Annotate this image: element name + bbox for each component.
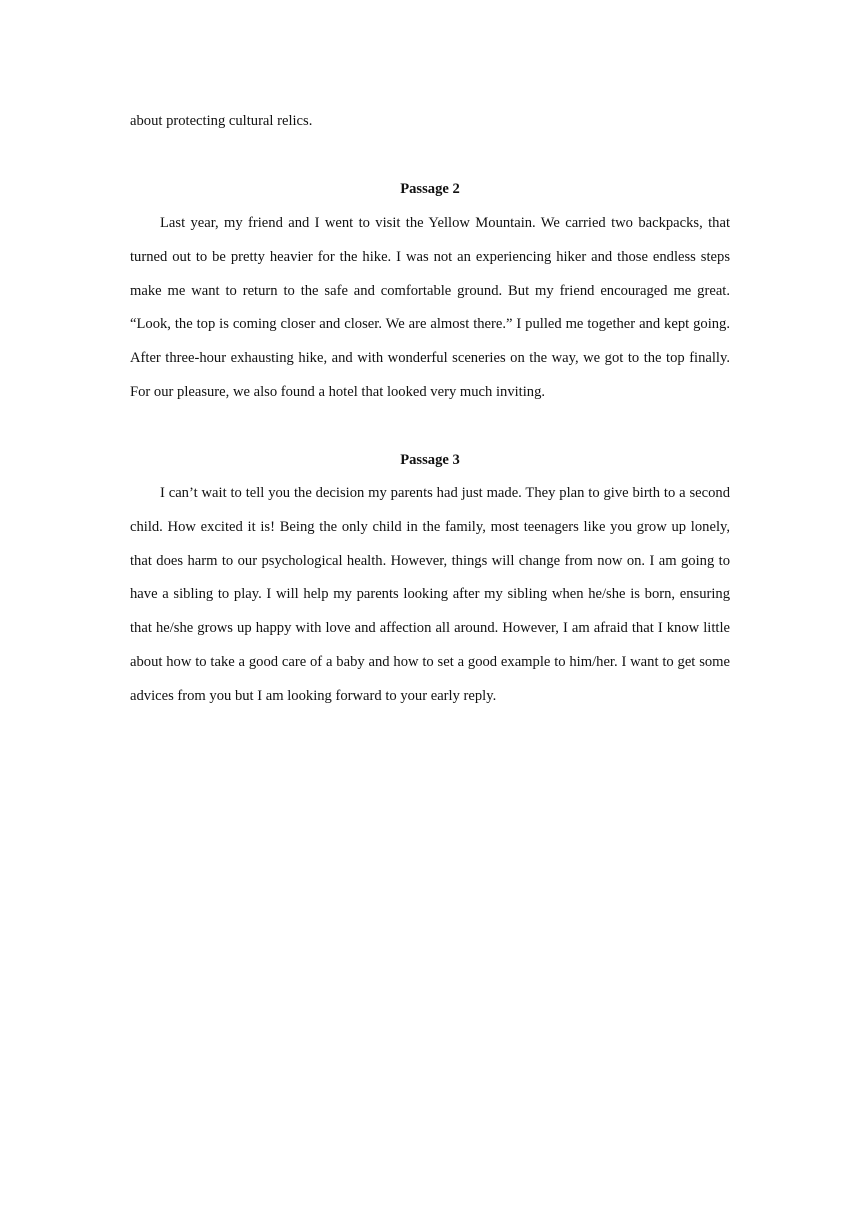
passage-2-heading: Passage 2: [400, 181, 460, 197]
passage-3-heading: Passage 3: [400, 452, 460, 468]
passage-3-paragraph: I can’t wait to tell you the decision my parents had just made. They plan to give birth to a second child. How excited it is! Being the only child in the family, most teenagers like you grow up lonely, that does harm to our psychological health. However, things will change from now on. I am going to have a sibling to play. I will help my parents looking after my sibling when he/she is born, ensuring that he/she grows up happy with love and affection all around. However, I am afraid that I know little about how to take a good care of a baby and how to set a good example to him/her. I want to get some advices from you but I am looking forward to your early reply.: [130, 485, 730, 704]
carryover-text: about protecting cultural relics.: [130, 113, 313, 129]
passage-2-paragraph: Last year, my friend and I went to visit the Yellow Mountain. We carried two backpacks, that turned out to be pretty heavier for the hike. I was not an experiencing hiker and those endless steps make me want to return to the safe and comfortable ground. But my friend encouraged me great. “Look, the top is coming closer and closer. We are almost there.” I pulled me together and kept going. After three-hour exhausting hike, and with wonderful sceneries on the way, we got to the top finally. For our pleasure, we also found a hotel that looked very much inviting.: [130, 215, 730, 400]
